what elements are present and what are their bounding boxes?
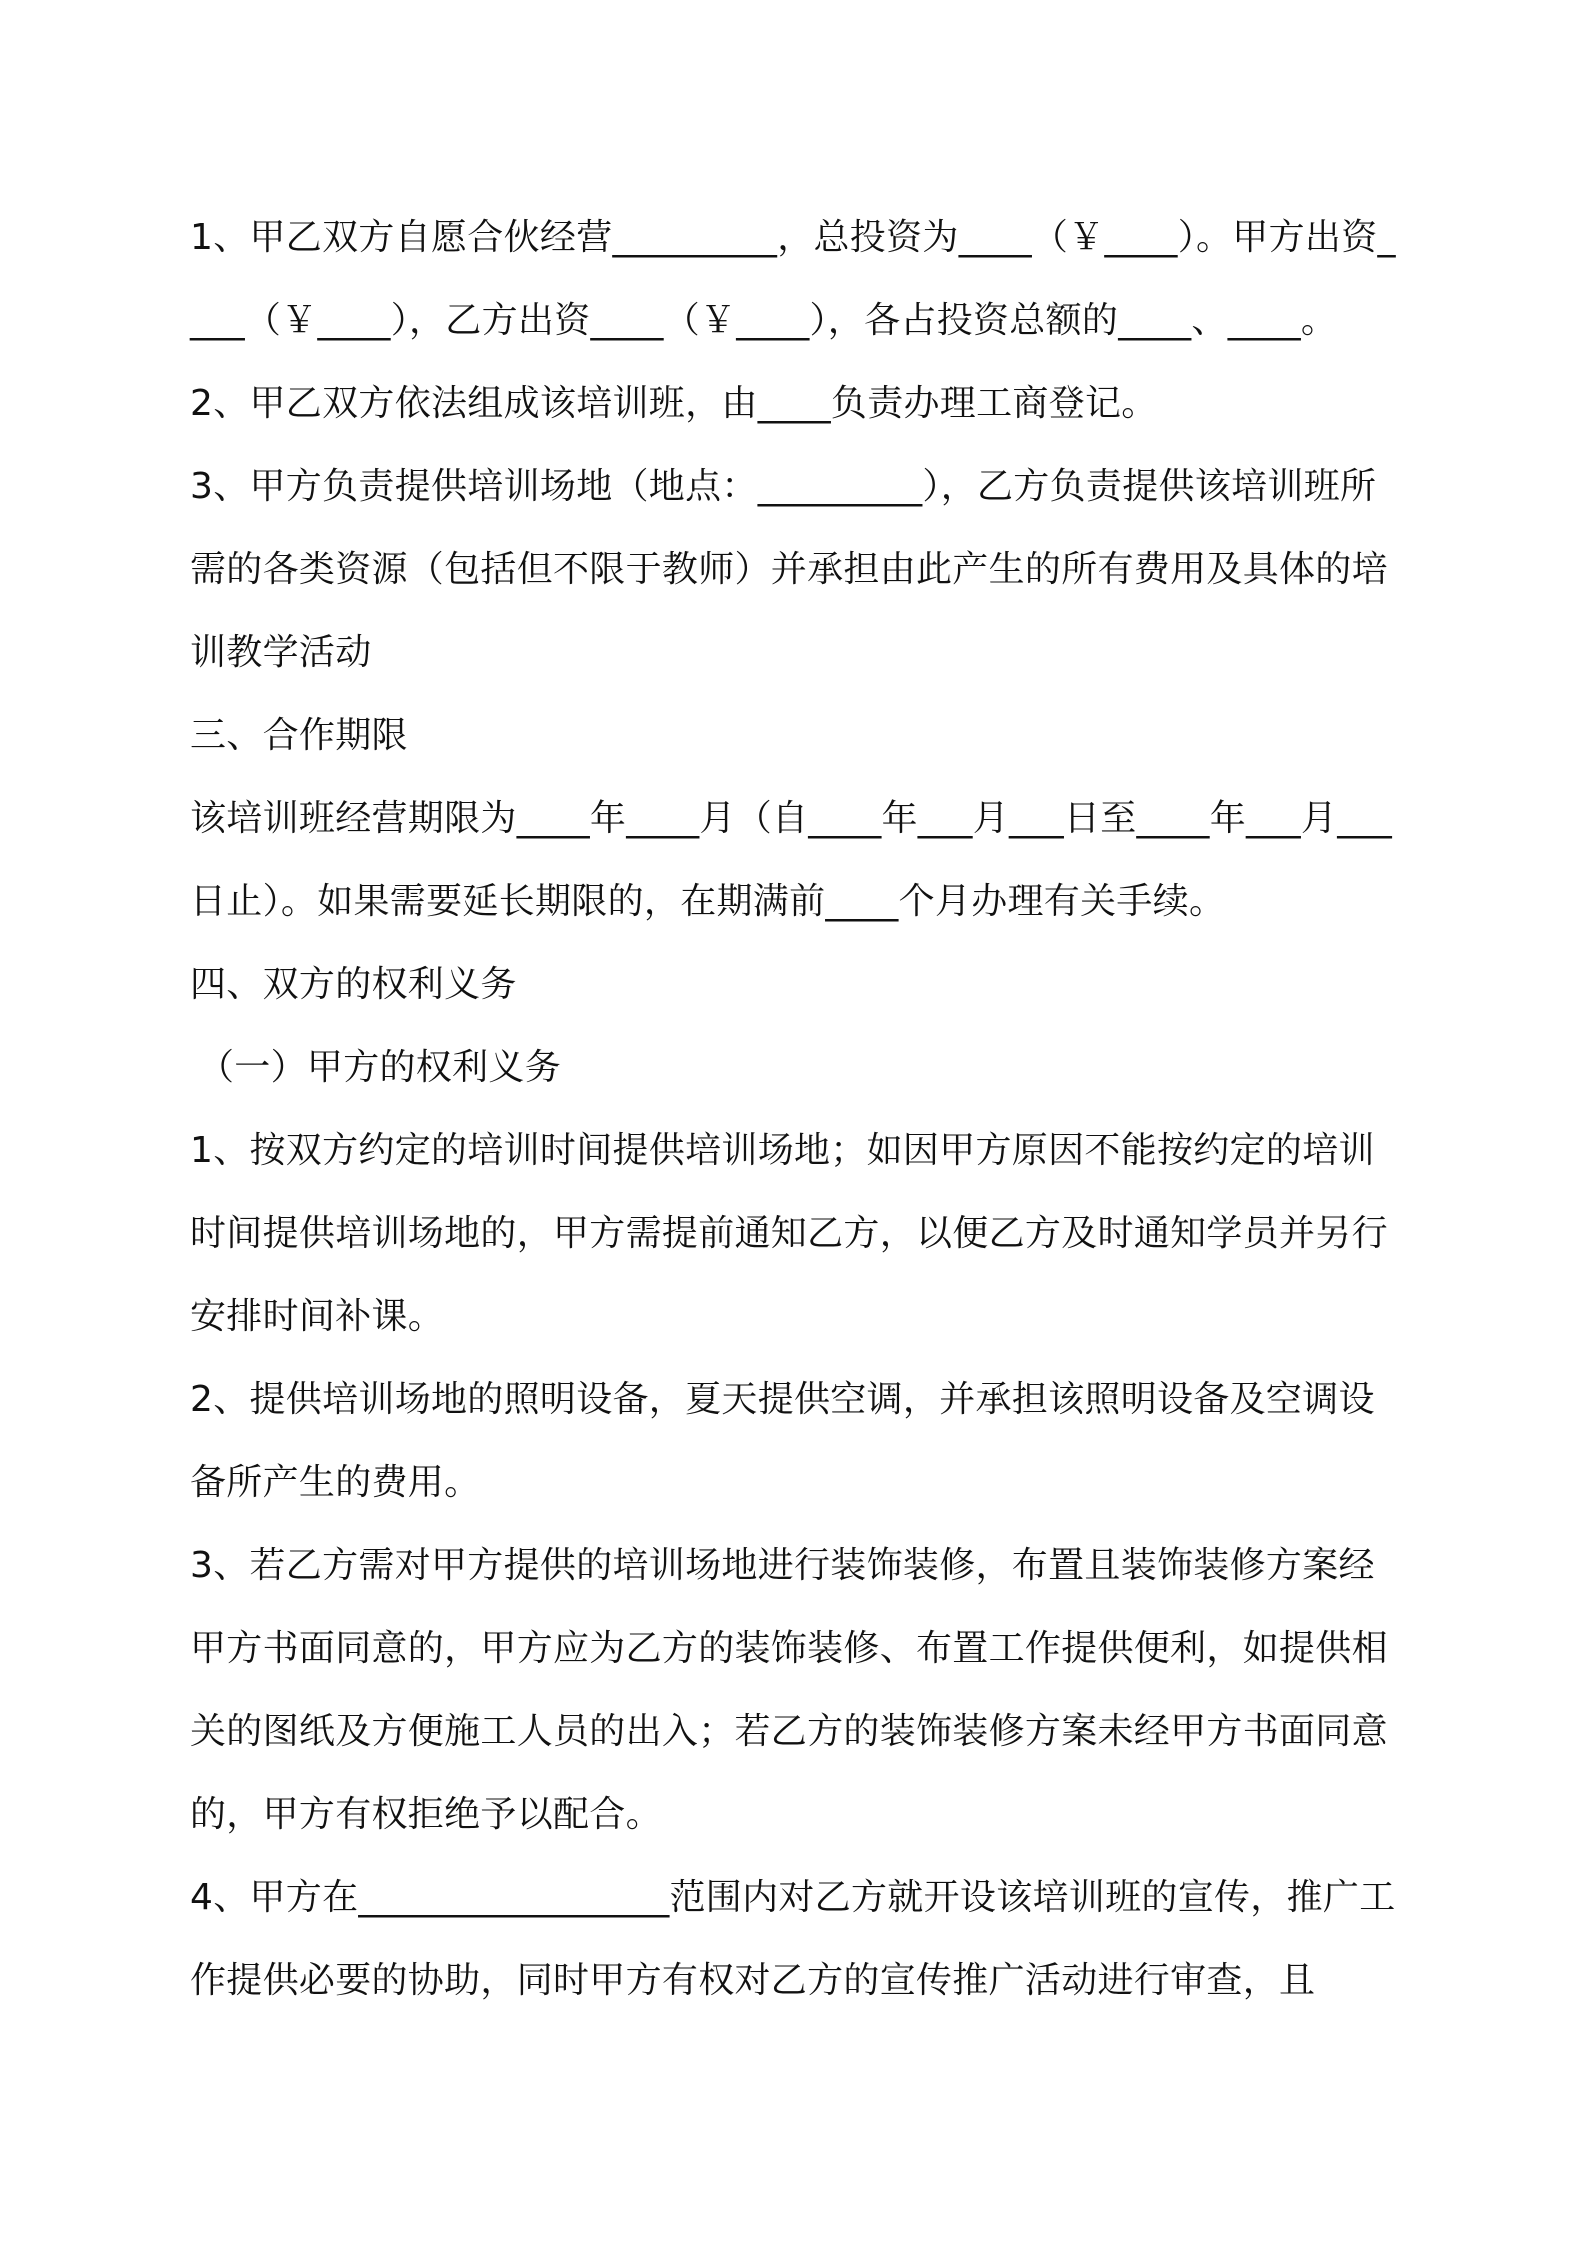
document-body: [190, 196, 1410, 2022]
term-paragraph: 该培训班经营期限为____年____月（自____年___月___日至____年___月___日止）。如果需要延长期限的，在期满前____个月办理有关手续。: [190, 798, 1393, 922]
party-a-clause-3: 3、若乙方需对甲方提供的培训场地进行装饰装修，布置且装饰装修方案经甲方书面同意的，甲方应为乙方的装饰装修、布置工作提供便利，如提供相关的图纸及方便施工人员的出入；若乙方的装饰装修方案未经甲方书面同意的，甲方有权拒绝予以配合。: [190, 1545, 1388, 1835]
clause-1-investment: 1、甲乙双方自愿合伙经营_________，总投资为____（￥____）。甲方出资____（￥____），乙方出资____（￥____），各占投资总额的____、____。: [190, 217, 1396, 341]
clause-3-venue-resources: 3、甲方负责提供培训场地（地点：_________），乙方负责提供该培训班所需的各类资源（包括但不限于教师）并承担由此产生的所有费用及具体的培训教学活动: [190, 466, 1388, 673]
subsection-heading-party-a: （一）甲方的权利义务: [198, 1047, 562, 1088]
party-a-clause-1: 1、按双方约定的培训时间提供培训场地；如因甲方原因不能按约定的培训时间提供培训场地的，甲方需提前通知乙方，以便乙方及时通知学员并另行安排时间补课。: [190, 1130, 1388, 1337]
section-heading-term: 三、合作期限: [190, 715, 408, 756]
party-a-clause-4: 4、甲方在_________________范围内对乙方就开设该培训班的宣传，推广工作提供必要的协助，同时甲方有权对乙方的宣传推广活动进行审查，且: [190, 1877, 1396, 2001]
party-a-clause-2: 2、提供培训场地的照明设备，夏天提供空调，并承担该照明设备及空调设备所产生的费用。: [190, 1379, 1375, 1503]
clause-2-registration: 2、甲乙双方依法组成该培训班，由____负责办理工商登记。: [190, 383, 1158, 424]
section-heading-rights-obligations: 四、双方的权利义务: [190, 964, 517, 1005]
